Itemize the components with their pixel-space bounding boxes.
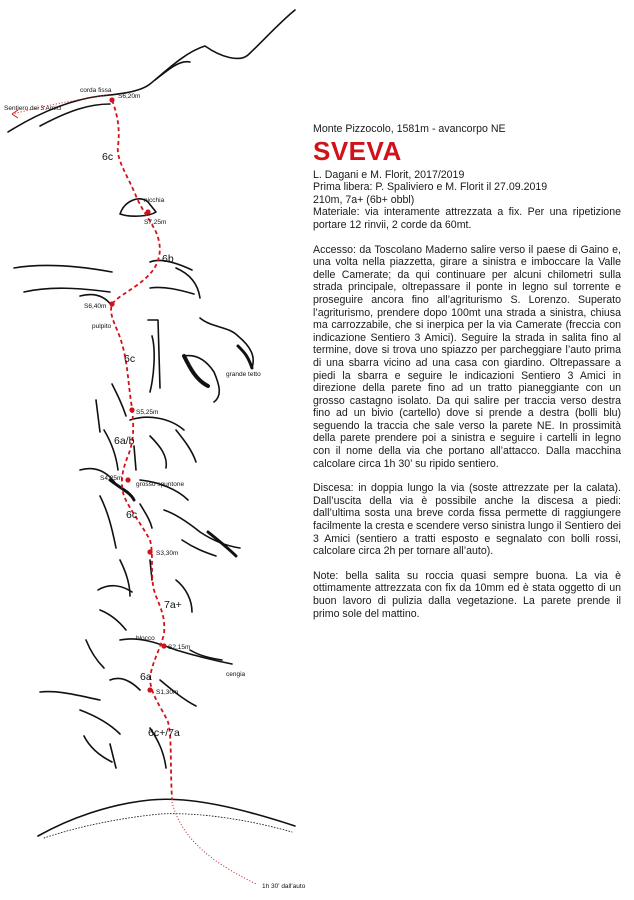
approach-trail xyxy=(172,802,256,884)
belay-s1 xyxy=(147,687,152,692)
belay-label-s2: S2,15m xyxy=(168,644,191,651)
grade-pitch6: 6b xyxy=(162,253,174,265)
belay-label-s6: S6,20m xyxy=(118,93,141,100)
label-cengia: cengia xyxy=(226,671,246,678)
belay-label-s4: S4,25m xyxy=(100,475,123,482)
grade-pitch3: 6c xyxy=(126,509,138,521)
belay-s7 xyxy=(145,209,150,214)
authors: L. Dagani e M. Florit, 2017/2019 xyxy=(313,168,465,181)
mountain-subtitle: Monte Pizzocolo, 1581m - avancorpo NE xyxy=(313,123,506,135)
grade-pitch1: 6c+/7a xyxy=(148,727,180,739)
base-slope xyxy=(38,799,295,836)
summit-ridge xyxy=(8,10,295,132)
grade-pitch4: 6a/b xyxy=(114,435,135,447)
label-corda-fissa: corda fissa xyxy=(80,87,112,94)
label-grande-tetto: grande tetto xyxy=(226,371,261,378)
belay-label-s1: S1,30m xyxy=(156,689,179,696)
label-pulpito: pulpito xyxy=(92,323,112,330)
grade-pitch5: 6c xyxy=(124,353,136,365)
label-grosso-spuntone: grosso spuntone xyxy=(136,481,185,488)
grade-pitch2: 7a+ xyxy=(164,599,182,611)
belay-s3 xyxy=(147,549,152,554)
belay-s4 xyxy=(125,477,130,482)
belay-s6b xyxy=(109,301,114,306)
notes-paragraph: Note: bella salita su roccia quasi sempre buona. La via è ottimamente attrezzata con fix da 10mm ed è stata oggetto di un buon lavoro di pulizia dalla vegetazione. La parete prende il primo sole del mattino. xyxy=(313,569,621,620)
belay-s2 xyxy=(161,643,166,648)
belay-label-s6b: S6,40m xyxy=(84,303,107,310)
access-paragraph: Accesso: da Toscolano Maderno salire verso il paese di Gaino e, una volta nella piazzetta, girare a sinistra e imboccare la Valle delle Camerate; da qui continuare per alcuni chilometri sulla strada principale, oltrepassare il ponte in legno sul torrente e proseguire ancora fino all’agriturismo S. Lorenzo. Superato l’agriturismo, prendere dopo 100mt una strada a sinistra, chiusa ma carrozzabile, che si inerpica per la via Camerate (freccia con indicazione Sentiero 3 Amici). Seguire la strada in salita fino al termine, dove si trova uno spiazzo per parcheggiare l’auto prima di una sbarra vicino ad una casa con giardino. Oltrepassare a piedi la sbarra e seguire le indicazioni Sentiero 3 Amici in direzione della parete fino ad un tratto pianeggiante con un grosso castagno isolato. Da qui salire per traccia verso destra fino ad un bivio (cartello) dove si prende a destra (bolli blu) seguendo la traccia che sale verso la parete NE. In prossimità della parete prendere poi a sinistra e seguire i cartelli in legno con il nome della via che portano all’attacco. Dalla macchina calcolare circa 1h 30’ su ripido sentiero. xyxy=(313,243,621,470)
belay-label-s3: S3,30m xyxy=(156,550,179,557)
route-topo-diagram xyxy=(0,0,306,900)
grade-pitch1b: 6a xyxy=(140,671,152,683)
first-ascent: Prima libera: P. Spaliviero e M. Florit il 27.09.2019 xyxy=(313,181,548,194)
label-blocco: blocco xyxy=(136,635,155,642)
label-nicchia: nicchia xyxy=(144,197,165,204)
belay-label-s5: S5,25m xyxy=(136,409,159,416)
belay-s5 xyxy=(129,407,134,412)
route-stats: 210m, 7a+ (6b+ obbl) xyxy=(313,193,415,206)
material: Materiale: via interamente attrezzata a fix. Per una ripetizione portare 12 rinvii, 2 corde da 60mt. xyxy=(313,206,621,231)
descent-paragraph: Discesa: in doppia lungo la via (soste attrezzate per la calata). Dall’uscita della via è possibile anche la discesa a piedi: dall’ultima sosta una breve corda fissa permette di raggiungere facilmente la cresta e scendere verso sinistra lungo il Sentiero dei 3 Amici (sentiero a tratti esposto e segnalato con bolli rossi, calcolare circa 2h per tornare all’auto). xyxy=(313,482,621,558)
belay-label-s7: S7,25m xyxy=(144,219,167,226)
route-description xyxy=(313,123,621,620)
label-sentiero: Sentiero dei 3 Amici xyxy=(4,105,62,112)
route-title: SVEVA xyxy=(313,135,402,166)
grade-pitch7: 6c xyxy=(102,151,114,163)
belay-s6 xyxy=(109,97,114,102)
label-approach-time: 1h 30' dall'auto xyxy=(262,883,306,890)
